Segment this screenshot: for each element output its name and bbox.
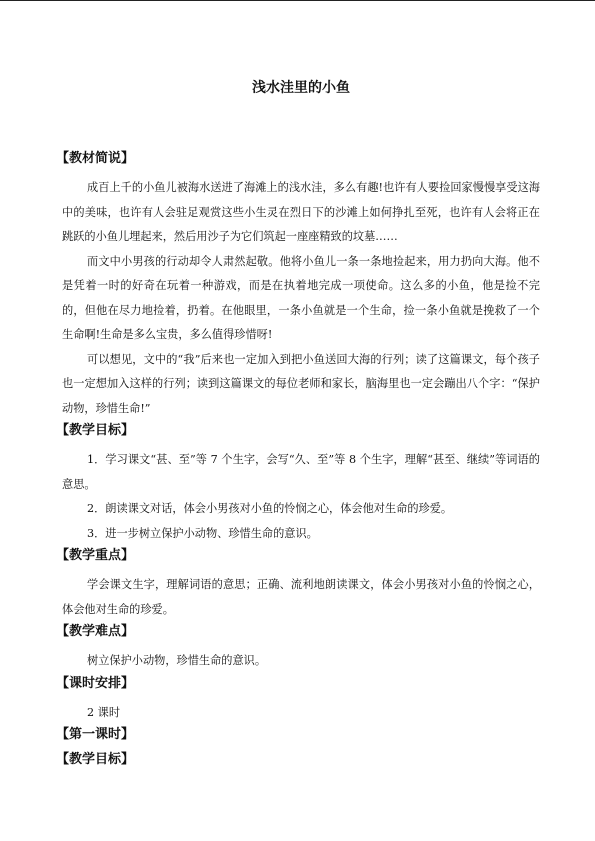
document-title: 浅水洼里的小鱼 [252,80,350,96]
section-heading-materials: 【教材简说】 [56,151,135,166]
document-body [56,151,540,777]
paragraph: 学会课文生字，理解词语的意思；正确、流利地朗读课文，体会小男孩对小鱼的怜悯之心，体会他对生命的珍爱。 [62,578,540,616]
paragraph: 1．学习课文“甚、至”等 7 个生字，会写“久、至”等 8 个生字，理解“甚至、继续”等词语的意思。 [62,453,540,491]
section-heading-first-lesson: 【第一课时】 [56,727,135,742]
section-heading-difficulties: 【教学难点】 [56,624,135,639]
paragraph: 3．进一步树立保护小动物、珍惜生命的意识。 [87,526,318,540]
paragraph: 可以想见，文中的“我”后来也一定加入到把小鱼送回大海的行列；读了这篇课文，每个孩子也一定想加入这样的行列；读到这篇课文的每位老师和家长，脑海里也一定会蹦出八个字：“保护动物，珍惜生命!” [62,352,540,415]
section-heading-schedule: 【课时安排】 [56,675,135,691]
header-rule [0,0,595,1]
section-heading-goals-2: 【教学目标】 [56,752,135,767]
section-heading-key-points: 【教学重点】 [56,548,135,563]
paragraph: 而文中小男孩的行动却令人肃然起敬。他将小鱼儿一条一条地捡起来，用力扔向大海。他不是凭着一时的好奇在玩着一种游戏，而是在执着地完成一项使命。这么多的小鱼，他是捡不完的，但他在尽力地捡着，扔着。在他眼里，一条小鱼就是一个生命，捡一条小鱼就是挽救了一个生命啊!生命是多么宝贵，多么值得珍惜呀! [62,254,540,341]
paragraph: 2 课时 [87,705,121,719]
section-heading-goals: 【教学目标】 [56,423,135,438]
paragraph: 成百上千的小鱼儿被海水送进了海滩上的浅水洼，多么有趣!也许有人要捡回家慢慢享受这海中的美味，也许有人会驻足观赏这些小生灵在烈日下的沙滩上如何挣扎至死，也许有人会将正在跳跃的小鱼儿埋起来，然后用沙子为它们筑起一座座精致的坟墓…… [62,181,540,243]
paragraph: 2．朗读课文对话，体会小男孩对小鱼的怜悯之心，体会他对生命的珍爱。 [87,502,453,515]
paragraph: 树立保护小动物，珍惜生命的意识。 [87,654,267,667]
